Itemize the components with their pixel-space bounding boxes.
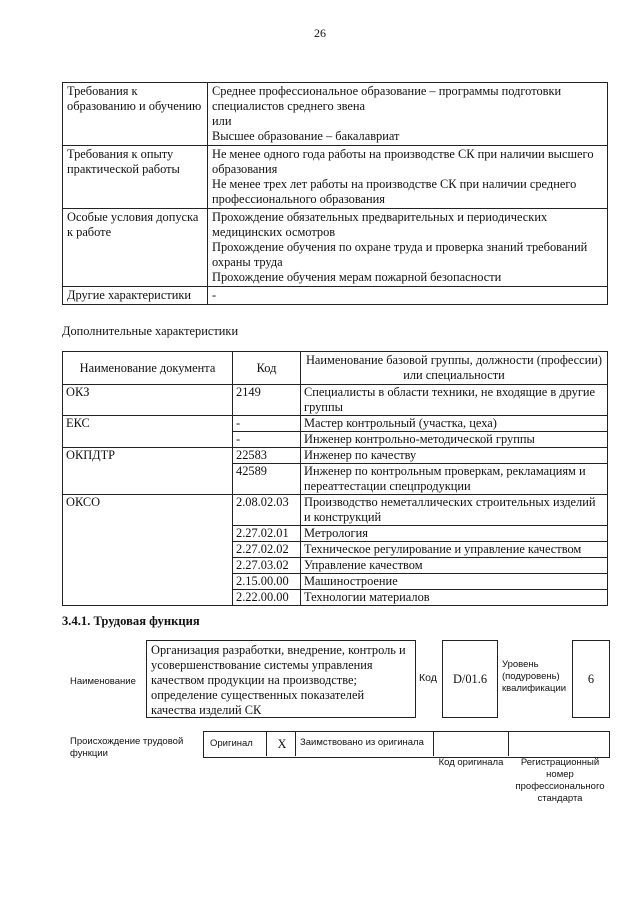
group-name-cell: Машиностроение [301,574,608,590]
characteristic-row [63,448,608,464]
requirement-row [63,83,608,146]
requirement-line: Не менее одного года работы на производстве СК при наличии высшего образования [212,147,594,176]
header-name: Наименование базовой группы, должности (профессии) или специальности [301,352,608,385]
code-cell: 2.27.02.01 [233,526,301,542]
characteristic-row [63,416,608,432]
requirement-label: Требования к опыту практической работы [63,146,208,209]
requirement-row [63,146,608,209]
code-cell: - [233,432,301,448]
group-name-cell: Специалисты в области техники, не входящие в другие группы [301,385,608,416]
group-name-cell: Мастер контрольный (участка, цеха) [301,416,608,432]
page-number: 26 [314,26,326,40]
requirement-value [208,209,608,287]
group-name-cell: Технологии материалов [301,590,608,606]
borrowed-label: Заимствовано из оригинала [300,737,424,748]
header-code: Код [233,352,301,385]
level-label: Уровень (подуровень) квалификации [502,659,567,694]
reg-number-caption: Регистрационный номер профессионального стандарта [515,757,605,804]
code-original-caption: Код оригинала [438,757,504,768]
requirement-label: Требования к образованию и обучению [63,83,208,146]
group-name-cell: Инженер по качеству [301,448,608,464]
requirement-label: Особые условия допуска к работе [63,209,208,287]
document-name: ОКЗ [63,385,233,416]
requirement-line: или [212,114,232,128]
original-mark: X [277,737,287,751]
group-name-cell: Инженер контрольно-методической группы [301,432,608,448]
code-label: Код [419,672,437,684]
origin-label: Происхождение трудовой функции [70,736,184,759]
requirement-row [63,287,608,305]
additional-title: Дополнительные характеристики [62,324,239,338]
code-value: D/01.6 [442,640,498,718]
requirement-value [208,83,608,146]
code-cell: 2.08.02.03 [233,495,301,526]
characteristic-row [63,385,608,416]
code-cell: 2.15.00.00 [233,574,301,590]
document-name: ЕКС [63,416,233,448]
requirement-value [208,146,608,209]
requirement-row [63,209,608,287]
group-name-cell: Управление качеством [301,558,608,574]
requirement-label: Другие характеристики [63,287,208,305]
requirement-line: Среднее профессиональное образование – программы подготовки специалистов среднего звена [212,84,562,113]
document-name: ОКСО [63,495,233,606]
group-name-cell: Техническое регулирование и управление качеством [301,542,608,558]
function-name: Организация разработки, внедрение, контроль и усовершенствование системы управления качеством продукции на производстве; определение существенных показателей качества изделий СК [146,640,416,718]
additional-table [62,351,608,606]
code-cell: 42589 [233,464,301,495]
code-cell: 2.22.00.00 [233,590,301,606]
group-name-cell: Производство неметаллических строительных изделий и конструкций [301,495,608,526]
level-value: 6 [572,640,610,718]
name-label: Наименование [70,676,136,687]
code-cell: - [233,416,301,432]
characteristic-row [63,495,608,526]
requirement-line: Прохождение обучения мерам пожарной безопасности [212,270,502,284]
code-cell: 22583 [233,448,301,464]
header-document: Наименование документа [63,352,233,385]
code-cell: 2.27.02.02 [233,542,301,558]
requirement-line: Прохождение обязательных предварительных и периодических медицинских осмотров [212,210,548,239]
section-title: 3.4.1. Трудовая функция [62,614,200,628]
requirement-value [208,287,608,305]
code-cell: 2.27.03.02 [233,558,301,574]
requirement-line: Не менее трех лет работы на производстве СК при наличии среднего профессионального образования [212,177,577,206]
requirement-line: Прохождение обучения по охране труда и проверка знаний требований охраны труда [212,240,588,269]
requirements-table [62,82,608,305]
group-name-cell: Инженер по контрольным проверкам, рекламациям и переаттестации спецпродукции [301,464,608,495]
group-name-cell: Метрология [301,526,608,542]
requirement-line: - [212,288,217,302]
code-cell: 2149 [233,385,301,416]
original-label: Оригинал [210,738,253,749]
document-name: ОКПДТР [63,448,233,495]
requirement-line: Высшее образование – бакалавриат [212,129,400,143]
